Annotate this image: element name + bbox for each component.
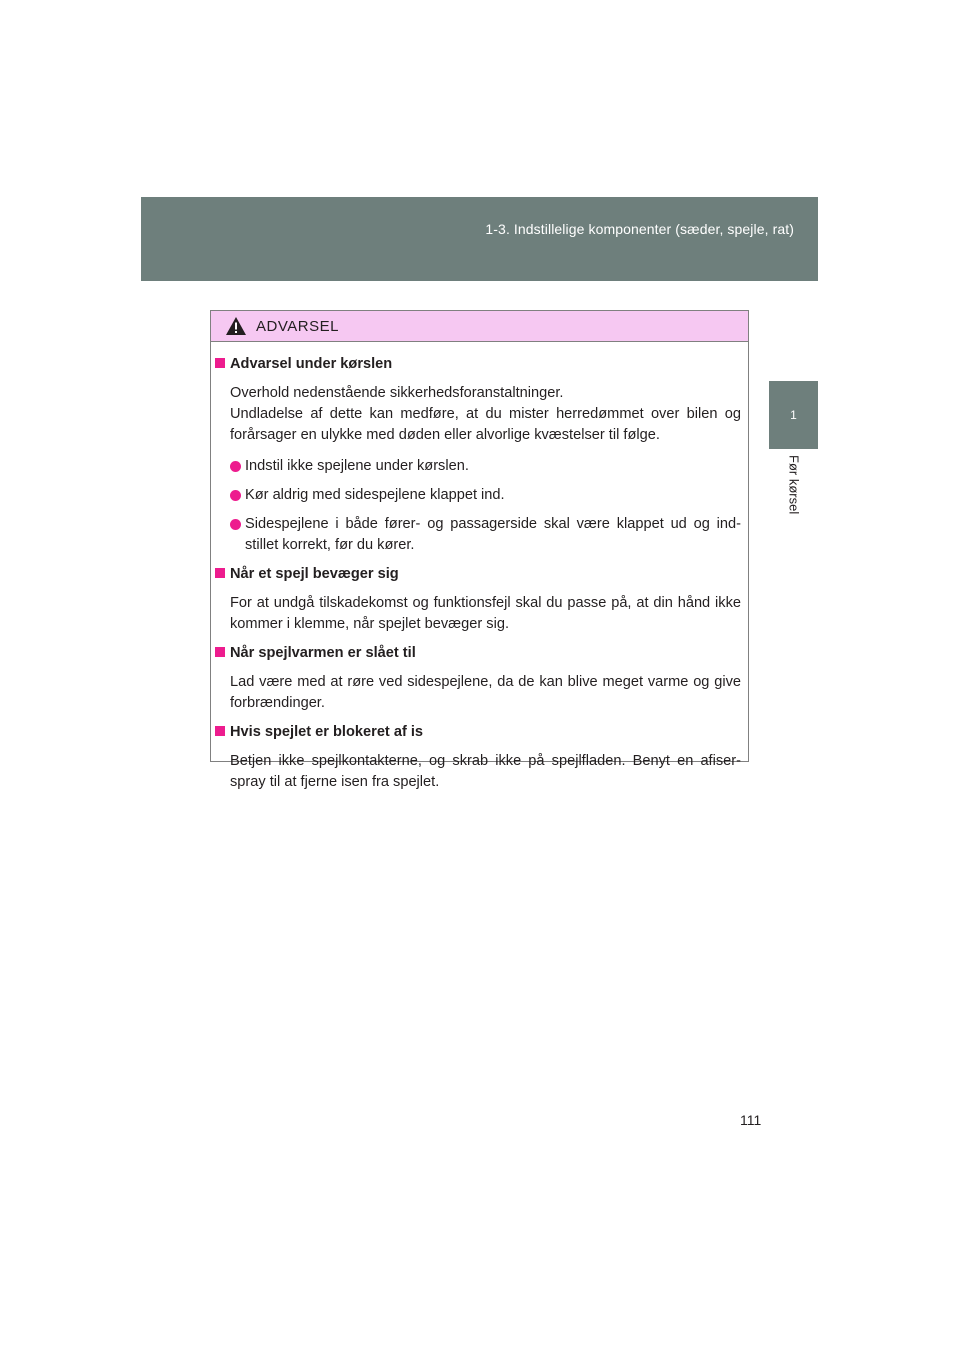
section-heading: Hvis spejlet er blokeret af is <box>215 722 741 743</box>
square-bullet-icon <box>215 647 225 657</box>
chapter-number: 1 <box>790 408 797 422</box>
paragraph: Betjen ikke spejlkontakterne, og skrab ikke på spejlfladen. Benyt en afiser-spray til at fjerne isen fra spejlet. <box>230 753 741 790</box>
chapter-tab <box>769 381 818 449</box>
round-bullet-icon <box>230 519 241 530</box>
square-bullet-icon <box>215 568 225 578</box>
warning-header <box>211 311 748 342</box>
section-title: 1-3. Indstillelige komponenter (sæder, spejle, rat) <box>485 221 794 237</box>
paragraph: Lad være med at røre ved sidespejlene, da de kan blive meget varme og give forbrændinger. <box>230 674 741 711</box>
page-number: 111 <box>740 1112 762 1128</box>
paragraph-line: Overhold nedenstående sikkerhedsforanstaltninger. <box>230 385 564 401</box>
square-bullet-icon <box>215 358 225 368</box>
round-bullet-icon <box>230 461 241 472</box>
warning-title: ADVARSEL <box>256 317 339 335</box>
round-bullet-icon <box>230 490 241 501</box>
paragraph: For at undgå tilskadekomst og funktionsfejl skal du passe på, at din hånd ikke kommer i klemme, når spejlet bevæger sig. <box>230 595 741 632</box>
header-band <box>141 197 818 281</box>
warning-triangle-icon <box>225 316 247 336</box>
list-item: Sidespejlene i både fører- og passagerside skal være klappet ud og ind-stillet korrekt, før du kører. <box>230 514 741 556</box>
warning-box <box>210 310 749 790</box>
paragraph-line: Undladelse af dette kan medføre, at du mister herredømmet over bilen og forårsager en ulykke med døden eller alvorlige kvæstelser til følge. <box>230 406 741 443</box>
square-bullet-icon <box>215 726 225 736</box>
paragraph <box>230 383 741 446</box>
section-heading: Advarsel under kørslen <box>215 354 741 375</box>
list-item: Kør aldrig med sidespejlene klappet ind. <box>230 485 741 506</box>
list-item: Indstil ikke spejlene under kørslen. <box>230 456 741 477</box>
section-heading: Når spejlvarmen er slået til <box>215 643 741 664</box>
warning-body <box>211 342 748 793</box>
section-heading: Når et spejl bevæger sig <box>215 564 741 585</box>
chapter-label: Før kørsel <box>786 455 802 515</box>
